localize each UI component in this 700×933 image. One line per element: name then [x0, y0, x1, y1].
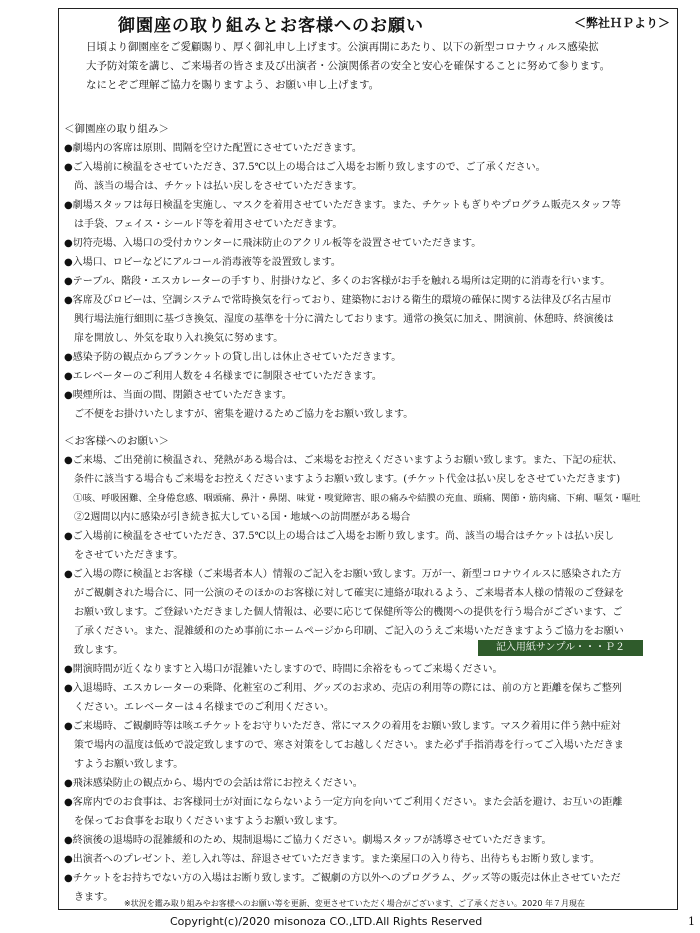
list-item: ●入退場時、エスカレーターの乗降、化粧室のご利用、グッズのお求め、売店の利用等の際には、前の方と距離を保ちご整列: [64, 683, 622, 694]
list-item: ●入場口、ロビーなどにアルコール消毒液等を設置致します。: [64, 257, 341, 268]
list-item: ●ご入場の際に検温とお客様（ご来場者本人）情報のご記入をお願い致します。万が一、新型コロナウイルスに感染された方: [64, 569, 622, 580]
list-item: ●ご来場時、ご観劇時等は咳エチケットをお守りいただき、常にマスクの着用をお願い致します。マスク着用に伴う熱中症対: [64, 721, 621, 732]
copyright-footer: Copyright(c)/2020 misonoza CO.,LTD.All Rights Reserved: [170, 915, 483, 928]
list-item: ●飛沫感染防止の観点から、場内での会話は常にお控えください。: [64, 778, 363, 789]
list-item: をさせていただきます。: [64, 550, 184, 561]
list-item: 策で場内の温度は低めで設定致しますので、寒さ対策をしてお越しください。また必ず手指消毒を行ってご入場いただきま: [64, 740, 624, 751]
list-item: ●劇場内の客席は原則、間隔を空けた配置にさせていただきます。: [64, 143, 362, 154]
intro-line: 大予防対策を講じ、ご来場者の皆さま及び出演者・公演関係者の安全と安心を確保することに努めて参ります。: [86, 60, 611, 72]
sample-form-tag: 記入用紙サンプル・・・Ｐ２: [478, 640, 643, 656]
list-item: ●エレベーターのご利用人数を４名様までに制限させていただきます。: [64, 371, 382, 382]
section-efforts: [64, 120, 634, 424]
list-item: がご観劇された場合に、同一公演のそのほかのお客様に対して確実に連絡が取れるよう、ご来場者本人様の情報のご登録を: [64, 588, 624, 599]
list-item: お願い致します。ご登録いただきました個人情報は、必要に応じて保健所等公的機関への提供を行う場合がございます、ご: [64, 607, 623, 618]
list-item: ●客席及びロビーは、空調システムで常時換気を行っており、建築物における衛生的環境の確保に関する法律及び名古屋市: [64, 295, 612, 306]
list-item: ●開演時間が近くなりますと入場口が混雑いたしますので、時間に余裕をもってご来場ください。: [64, 664, 503, 675]
list-item: 尚、該当の場合は、チケットは払い戻しをさせていただきます。: [64, 181, 363, 192]
list-item: すようお願い致します。: [64, 759, 184, 770]
list-item: ●劇場スタッフは毎日検温を実施し、マスクを着用させていただきます。また、チケットもぎりやプログラム販売スタッフ等: [64, 200, 621, 211]
page-number: 1: [688, 915, 695, 928]
list-item: は手袋、フェイス・シールド等を着用させていただきます。: [64, 219, 343, 230]
section-requests: [64, 432, 641, 907]
list-item: ●出演者へのプレゼント、差し入れ等は、辞退させていただきます。また楽屋口の入り待ち、出待ちもお断り致します。: [64, 854, 600, 865]
list-item: 扉を開放し、外気を取り入れ換気に努めます。: [64, 333, 284, 344]
list-item: 致します。: [64, 645, 124, 656]
list-item: ②2週間以内に感染が引き続き拡大している国・地域への訪問歴がある場合: [64, 512, 411, 523]
list-item: ●ご入場前に検温をさせていただき、37.5℃以上の場合はご入場をお断り致しますので、ご了承ください。: [64, 162, 546, 173]
page-title: 御園座の取り組みとお客様へのお願い: [118, 16, 424, 36]
intro-paragraph: [76, 38, 636, 95]
update-note: ※状況を鑑み取り組みやお客様へのお願い等を更新、変更させていただく場合がございます、ご了承ください。2020 年７月現在: [124, 899, 585, 908]
source-label: ＜弊社ＨＰより＞: [574, 16, 671, 30]
list-item: 条件に該当する場合もご来場をお控えくださいますようお願い致します。(チケット代金は払い戻しをさせていただきます): [64, 474, 621, 485]
list-item: を保ってお食事をお取りくださいますようお願い致します。: [64, 816, 344, 827]
list-item: ●テーブル、階段・エスカレーターの手すり、肘掛けなど、多くのお客様がお手を触れる場所は定期的に消毒を行います。: [64, 276, 611, 287]
section-heading: ＜お客様へのお願い＞: [64, 435, 169, 447]
list-item: ください。エレベーターは４名様までのご利用ください。: [64, 702, 334, 713]
list-item: ●感染予防の観点からブランケットの貸し出しは休止させていただきます。: [64, 352, 402, 363]
list-item: 興行場法施行細則に基づき換気、湿度の基準を十分に満たしております。通常の換気に加え、開演前、休憩時、終演後は: [64, 314, 614, 325]
list-item: ●終演後の退場時の混雑緩和のため、規制退場にご協力ください。劇場スタッフが誘導させていただきます。: [64, 835, 552, 846]
section-heading: ＜御園座の取り組み＞: [64, 123, 169, 135]
intro-line: なにとぞご理解ご協力を賜りますよう、お願い申し上げます。: [86, 79, 380, 91]
list-item: ●ご入場前に検温をさせていただき、37.5℃以上の場合はご入場をお断り致します。尚、該当の場合はチケットは払い戻し: [64, 531, 615, 542]
list-item: ●喫煙所は、当面の間、閉鎖させていただきます。: [64, 390, 292, 401]
list-item: ●客席内でのお食事は、お客様同士が対面にならないよう一定方向を向いてご利用ください。また会話を避け、お互いの距離: [64, 797, 623, 808]
list-item: 了承ください。また、混雑緩和のため事前にホームページから印刷、ご記入のうえご来場いただきますようご協力をお願い: [64, 626, 624, 637]
intro-line: 日頃より御園座をご愛顧賜り、厚く御礼申し上げます。公演再開にあたり、以下の新型コロナウィルス感染拡: [86, 41, 599, 53]
list-item: ご不便をお掛けいたしますが、密集を避けるためご協力をお願い致します。: [64, 409, 414, 420]
list-item: ●切符売場、入場口の受付カウンターに飛沫防止のアクリル板等を設置させていただきます。: [64, 238, 482, 249]
list-item: きます。: [64, 892, 114, 903]
list-item: ●ご来場、ご出発前に検温され、発熱がある場合は、ご来場をお控えくださいますようお願い致します。また、下記の症状、: [64, 455, 623, 466]
list-item: ●チケットをお持ちでない方の入場はお断り致します。ご観劇の方以外へのプログラム、グッズ等の販売は休止させていただ: [64, 873, 621, 884]
list-item: ①咳、呼吸困難、全身倦怠感、咽頭痛、鼻汁・鼻閉、味覚・嗅覚障害、眼の痛みや結膜の充血、頭痛、関節・筋肉痛、下痢、嘔気・嘔吐: [64, 493, 641, 504]
